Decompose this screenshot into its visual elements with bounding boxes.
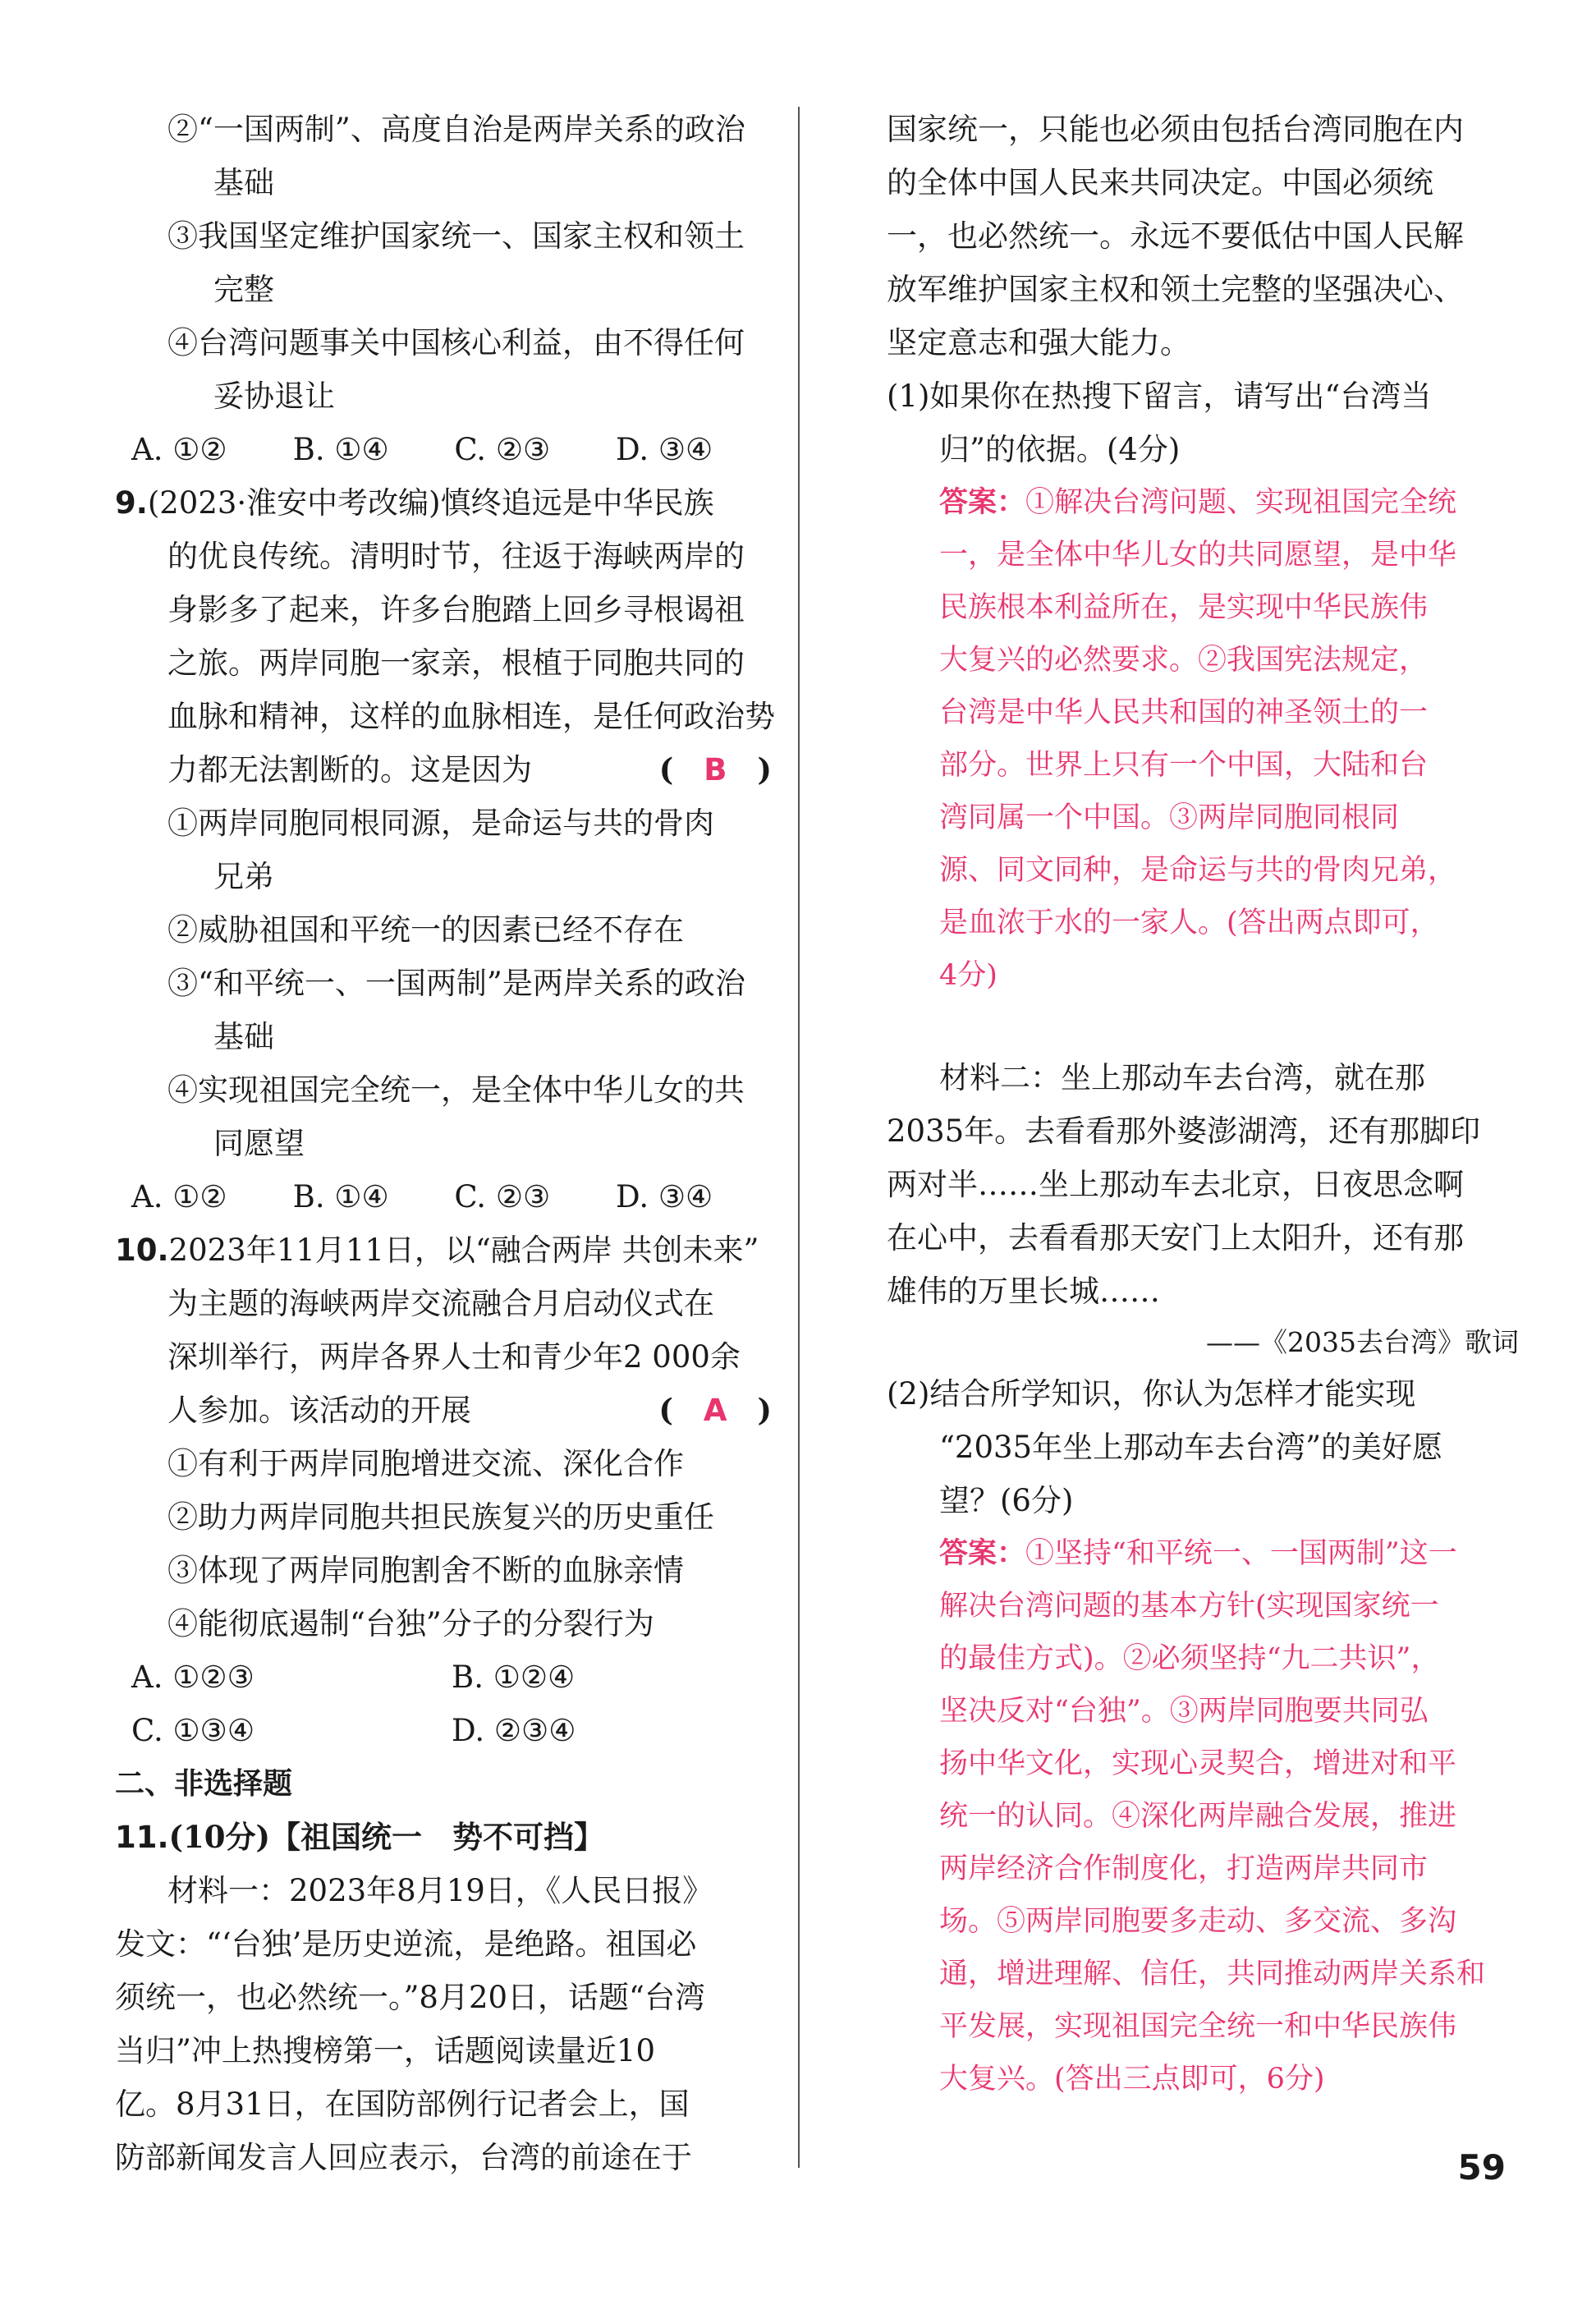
left-column	[115, 103, 775, 2184]
material-text: 材料二：坐上那动车去台湾，就在那	[939, 1060, 1425, 1095]
sub-question-text: 归”的依据。(4分)	[939, 432, 1181, 467]
q9-item: ③“和平统一、一国两制”是两岸关系的政治	[167, 966, 745, 1001]
answer-text: 平发展，实现祖国完全统一和中华民族伟	[939, 2010, 1457, 2043]
answer-box: ( A )	[658, 1392, 772, 1428]
material-text: 雄伟的万里长城……	[887, 1274, 1160, 1309]
material-text: 在心中，去看看那天安门上太阳升，还有那	[887, 1220, 1464, 1256]
sub-question-text: (1)如果你在热搜下留言，请写出“台湾当	[887, 379, 1432, 414]
question-text: 的优良传统。清明时节，往返于海峡两岸的	[167, 539, 745, 574]
question-text: 身影多了起来，许多台胞踏上回乡寻根谒祖	[167, 592, 745, 627]
right-column	[887, 103, 1519, 2105]
question-number: 10.	[115, 1233, 169, 1268]
sub-question-text: (2)结合所学知识，你认为怎样才能实现	[887, 1376, 1416, 1412]
q10-item: ①有利于两岸同胞增进交流、深化合作	[167, 1446, 684, 1481]
question-number: 9.	[115, 485, 148, 521]
sub-question-text: “2035年坐上那动车去台湾”的美好愿	[939, 1430, 1442, 1465]
option: A. ①②	[131, 1179, 227, 1214]
option: D. ③④	[615, 432, 713, 467]
answer-text: ①解决台湾问题、实现祖国完全统	[1025, 486, 1457, 519]
sub-question-text: 望？(6分)	[939, 1483, 1074, 1518]
answer-text: 是血浓于水的一家人。(答出两点即可，	[939, 907, 1439, 939]
q10-item: ②助力两岸同胞共担民族复兴的历史重任	[167, 1499, 714, 1535]
q10-options	[115, 1650, 772, 1704]
answer-text: 大复兴。(答出三点即可，6分)	[939, 2063, 1325, 2096]
answer-text: 扬中华文化，实现心灵契合，增进对和平	[939, 1747, 1457, 1780]
option: B. ①②④	[452, 1660, 576, 1695]
question-text: 深圳举行，两岸各界人士和青少年2 000余	[167, 1339, 741, 1375]
material-text: 2035年。去看看那外婆澎湖湾，还有那脚印	[887, 1113, 1481, 1149]
question-heading: (10分)【祖国统一 势不可挡】	[168, 1819, 605, 1855]
answer-box: ( B )	[658, 751, 772, 787]
answer-1	[887, 476, 1519, 1002]
q8-items	[115, 103, 772, 423]
q9-item: ①两岸同胞同根同源，是命运与共的骨肉	[167, 806, 714, 841]
material-text: 材料一：2023年8月19日，《人民日报》	[167, 1873, 713, 1908]
question-11	[115, 1811, 772, 2184]
answer-text: 的最佳方式)。②必须坚持“九二共识”，	[939, 1642, 1440, 1675]
q9-item: ②威胁祖国和平统一的因素已经不存在	[167, 912, 684, 948]
answer-text: 民族根本利益所在，是实现中华民族伟	[939, 591, 1429, 624]
question-text: 为主题的海峡两岸交流融合月启动仪式在	[167, 1286, 714, 1321]
material-text: 发文：“‘台独’是历史逆流，是绝路。祖国必	[115, 1926, 697, 1962]
answer-text: 4分)	[939, 959, 998, 992]
option: C. ②③	[454, 432, 551, 467]
option: A. ①②③	[131, 1660, 255, 1695]
sub-question-1	[887, 370, 1519, 476]
material2	[887, 1051, 1519, 1367]
answer-2	[887, 1527, 1519, 2105]
q9-item-cont: 兄弟	[213, 859, 274, 894]
material-text: 亿。8月31日，在国防部例行记者会上，国	[115, 2087, 690, 2122]
q8-item: ④台湾问题事关中国核心利益，由不得任何	[167, 325, 745, 360]
answer-text: 大复兴的必然要求。②我国宪法规定，	[939, 644, 1429, 677]
answer-text: 统一的认同。④深化两岸融合发展，推进	[939, 1800, 1457, 1833]
option: C. ②③	[454, 1179, 551, 1214]
option: D. ③④	[615, 1179, 713, 1214]
answer-label: 答案：	[939, 485, 1026, 519]
sub-question-2	[887, 1367, 1519, 1527]
material-text: 两对半……坐上那动车去北京，日夜思念啊	[887, 1167, 1464, 1202]
question-text: (2023·淮安中考改编)慎终追远是中华民族	[147, 485, 714, 521]
answer-label: 答案：	[939, 1536, 1026, 1570]
q8-item: ②“一国两制”、高度自治是两岸关系的政治	[167, 112, 745, 147]
material-text: 国家统一，只能也必须由包括台湾同胞在内	[887, 112, 1464, 147]
question-9	[115, 476, 775, 1223]
answer-letter: B	[704, 752, 727, 787]
q9-item-cont: 基础	[213, 1019, 274, 1054]
option: C. ①③④	[131, 1713, 255, 1748]
question-text: 血脉和精神，这样的血脉相连，是任何政治势	[167, 699, 775, 734]
q10-item: ④能彻底遏制“台独”分子的分裂行为	[167, 1606, 654, 1641]
material1-continued	[887, 103, 1519, 370]
question-text: 人参加。该活动的开展	[167, 1393, 471, 1428]
answer-text: 解决台湾问题的基本方针(实现国家统一	[939, 1590, 1439, 1623]
answer-text: 两岸经济合作制度化，打造两岸共同市	[939, 1852, 1429, 1885]
q9-item-cont: 同愿望	[213, 1126, 305, 1161]
q8-item: ③我国坚定维护国家统一、国家主权和领土	[167, 218, 745, 254]
question-text: 力都无法割断的。这是因为	[167, 752, 532, 787]
q9-options	[115, 1170, 772, 1223]
q8-item-cont: 完整	[213, 272, 274, 307]
question-number: 11.	[115, 1820, 169, 1855]
section-heading: 二、非选择题	[115, 1767, 293, 1801]
material-text: 当归”冲上热搜榜第一，话题阅读量近10	[115, 2033, 655, 2068]
option: A. ①②	[131, 432, 227, 467]
q8-item-cont: 基础	[213, 165, 274, 200]
q10-item: ③体现了两岸同胞割舍不断的血脉亲情	[167, 1553, 684, 1588]
answer-text: 源、同文同种，是命运与共的骨肉兄弟，	[939, 854, 1457, 887]
page-number: 59	[1457, 2147, 1506, 2188]
material-text: 的全体中国人民来共同决定。中国必须统	[887, 165, 1433, 200]
answer-text: 部分。世界上只有一个中国，大陆和台	[939, 749, 1429, 782]
q8-options	[115, 423, 772, 476]
q8-item-cont: 妥协退让	[213, 379, 335, 414]
option: D. ②③④	[452, 1713, 576, 1748]
material-text: 防部新闻发言人回应表示，台湾的前途在于	[115, 2140, 692, 2175]
material-text: 须统一，也必然统一。”8月20日，话题“台湾	[115, 1980, 705, 2015]
q9-item: ④实现祖国完全统一，是全体中华儿女的共	[167, 1072, 745, 1108]
option: B. ①④	[292, 1179, 389, 1214]
material-text: 放军维护国家主权和领土完整的坚强决心、	[887, 272, 1464, 307]
answer-text: 湾同属一个中国。③两岸同胞同根同	[939, 801, 1400, 834]
question-text: 之旅。两岸同胞一家亲，根植于同胞共同的	[167, 645, 745, 681]
option: B. ①④	[292, 432, 389, 467]
question-10	[115, 1223, 772, 1757]
question-text: 2023年11月11日，以“融合两岸 共创未来”	[168, 1233, 759, 1268]
answer-text: ①坚持“和平统一、一国两制”这一	[1025, 1537, 1457, 1570]
answer-text: 通，增进理解、信任，共同推动两岸关系和	[939, 1958, 1486, 1990]
answer-text: 坚决反对“台独”。③两岸同胞要共同弘	[939, 1695, 1429, 1728]
material-source: ——《2035去台湾》歌词	[1206, 1326, 1519, 1358]
column-divider	[798, 107, 800, 2168]
answer-text: 场。⑤两岸同胞要多走动、多交流、多沟	[939, 1905, 1457, 1938]
answer-text: 一，是全体中华儿女的共同愿望，是中华	[939, 539, 1457, 572]
q10-options	[115, 1704, 772, 1757]
material-text: 一，也必然统一。永远不要低估中国人民解	[887, 218, 1464, 254]
material-text: 坚定意志和强大能力。	[887, 325, 1190, 360]
answer-text: 台湾是中华人民共和国的神圣领土的一	[939, 696, 1429, 729]
answer-letter: A	[703, 1393, 727, 1428]
